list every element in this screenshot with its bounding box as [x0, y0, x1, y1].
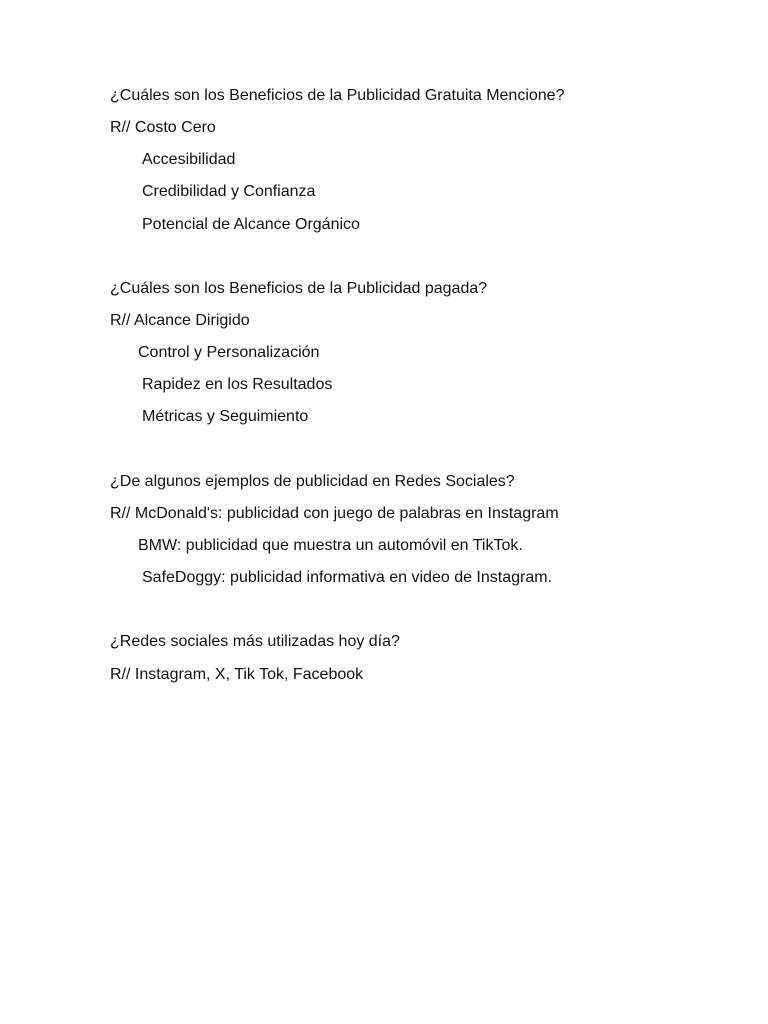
answer-3-item: BMW: publicidad que muestra un automóvil en TikTok.: [138, 537, 523, 554]
question-2: ¿Cuáles son los Beneficios de la Publicidad pagada?: [110, 280, 488, 297]
question-1: ¿Cuáles son los Beneficios de la Publicidad Gratuita Mencione?: [110, 87, 565, 104]
answer-2-item: Rapidez en los Resultados: [142, 376, 333, 393]
answer-3-first: R// McDonald's: publicidad con juego de palabras en Instagram: [110, 505, 559, 522]
answer-1-item: Accesibilidad: [142, 151, 236, 168]
question-3: ¿De algunos ejemplos de publicidad en Redes Sociales?: [110, 473, 515, 490]
answer-1-item: Potencial de Alcance Orgánico: [142, 216, 360, 233]
answer-2-item: Métricas y Seguimiento: [142, 408, 309, 425]
answer-2-item: Control y Personalización: [138, 344, 320, 361]
answer-2-first: R// Alcance Dirigido: [110, 312, 250, 329]
answer-3-item: SafeDoggy: publicidad informativa en video de Instagram.: [142, 569, 553, 586]
question-4: ¿Redes sociales más utilizadas hoy día?: [110, 633, 400, 650]
answer-1-first: R// Costo Cero: [110, 119, 216, 136]
answer-4-first: R// Instagram, X, Tik Tok, Facebook: [110, 666, 364, 683]
answer-1-item: Credibilidad y Confianza: [142, 183, 316, 200]
